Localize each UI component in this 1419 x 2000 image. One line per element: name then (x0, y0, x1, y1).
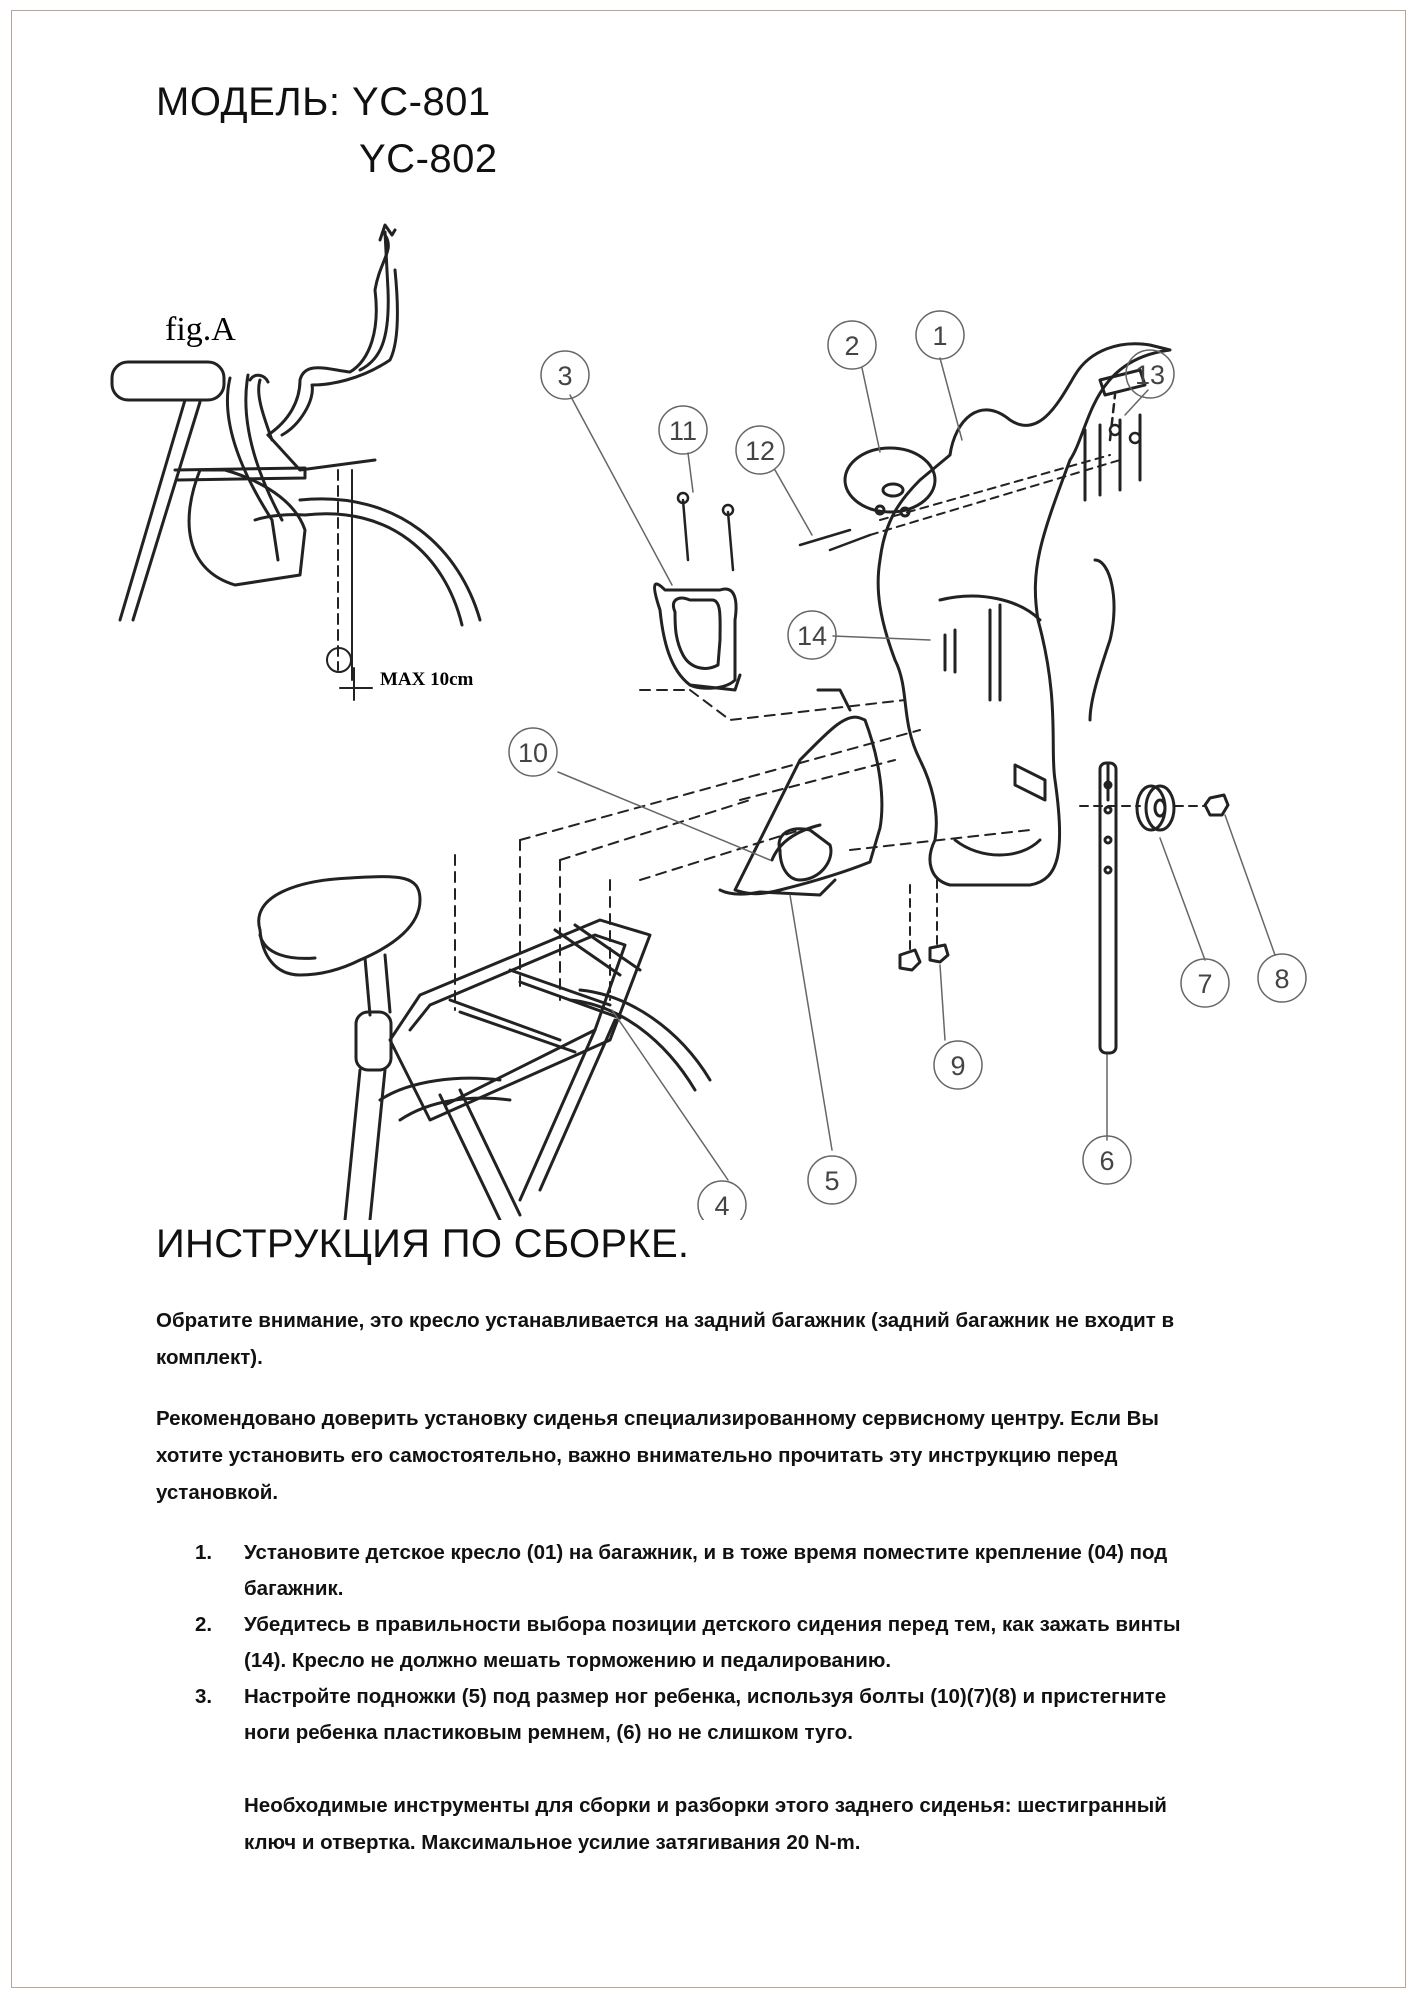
step-2-line-2: (14). Кресло не должно мешать торможению и педалированию. (244, 1649, 892, 1672)
step-2-line-1: Убедитесь в правильности выбора позиции детского сидения перед тем, как зажать винты (244, 1613, 1181, 1636)
step-1 (195, 1535, 1305, 1607)
svg-text:12: 12 (744, 436, 776, 466)
head-cushion-part-2 (845, 448, 935, 516)
callout-4 (698, 1181, 746, 1220)
tools-line-1: Необходимые инструменты для сборки и разборки этого заднего сиденья: шестигранный (244, 1794, 1167, 1817)
seat-shell-part-1 (878, 344, 1170, 885)
part-callouts (509, 311, 1306, 1220)
step-1-number: 1. (195, 1541, 213, 1564)
callout-1 (916, 311, 964, 359)
step-3-line-1: Настройте подножки (5) под размер ног ребенка, используя болты (10)(7)(8) и пристегните (244, 1685, 1167, 1708)
svg-text:11: 11 (668, 416, 698, 446)
callout-11 (659, 406, 707, 454)
screws-11-12-13 (678, 395, 1140, 570)
foot-rest-part-5 (720, 690, 882, 895)
svg-text:5: 5 (824, 1166, 840, 1196)
svg-text:6: 6 (1099, 1146, 1115, 1176)
callout-9 (934, 1041, 982, 1089)
seat-bracket-part-3 (655, 584, 740, 690)
leader-lines (558, 358, 1275, 1180)
step-3-line-2: ноги ребенка пластиковым ремнем, (6) но не слишком туго. (244, 1721, 853, 1744)
svg-text:2: 2 (844, 331, 860, 361)
step-1-line-2: багажник. (244, 1577, 344, 1600)
svg-text:8: 8 (1274, 964, 1290, 994)
knob-and-nut-parts-7-8 (1080, 786, 1228, 830)
callout-10 (509, 728, 557, 776)
note-line-1: Обратите внимание, это кресло устанавливается на задний багажник (задний багажник не входит в (156, 1309, 1175, 1332)
recommend-line-3: установкой. (156, 1481, 279, 1504)
tools-line-2: ключ и отвертка. Максимальное усилие затягивания 20 N-m. (244, 1831, 861, 1854)
callout-14 (788, 611, 836, 659)
svg-text:10: 10 (517, 738, 549, 768)
model-title-line-2: YC-802 (359, 137, 498, 181)
callout-5 (808, 1156, 856, 1204)
max-distance-label: MAX 10cm (380, 669, 474, 690)
recommend-line-2: хотите установить его самостоятельно, важно внимательно прочитать эту инструкцию перед (156, 1444, 1118, 1467)
callout-2 (828, 321, 876, 369)
fig-a-label: fig.A (165, 311, 236, 348)
callout-7 (1181, 959, 1229, 1007)
step-3 (195, 1679, 1305, 1751)
step-1-line-1: Установите детское кресло (01) на багажник, и в тоже время поместите крепление (04) под (244, 1541, 1168, 1564)
recommend-line-1: Рекомендовано доверить установку сиденья специализированному сервисному центру. Если Вы (156, 1407, 1159, 1430)
step-2-number: 2. (195, 1613, 213, 1636)
svg-text:9: 9 (950, 1051, 966, 1081)
svg-text:4: 4 (714, 1191, 730, 1220)
bicycle-rack-view (259, 877, 710, 1220)
assembly-steps-list (195, 1535, 1305, 1751)
model-title-line-1: МОДЕЛЬ: YC-801 (156, 80, 491, 124)
callout-12 (736, 426, 784, 474)
callout-3 (541, 351, 589, 399)
note-line-2: комплект). (156, 1346, 263, 1369)
callout-13 (1126, 350, 1174, 398)
fig-a-side-view (112, 225, 480, 700)
svg-text:3: 3 (557, 361, 573, 391)
svg-text:1: 1 (932, 321, 948, 351)
step-3-number: 3. (195, 1685, 213, 1708)
svg-text:7: 7 (1197, 969, 1213, 999)
callout-8 (1258, 954, 1306, 1002)
callout-6 (1083, 1136, 1131, 1184)
step-2 (195, 1607, 1305, 1679)
svg-text:13: 13 (1134, 360, 1166, 390)
instructions-title: ИНСТРУКЦИЯ ПО СБОРКЕ. (156, 1222, 690, 1266)
nuts-part-9 (900, 880, 948, 970)
svg-text:14: 14 (796, 621, 828, 651)
